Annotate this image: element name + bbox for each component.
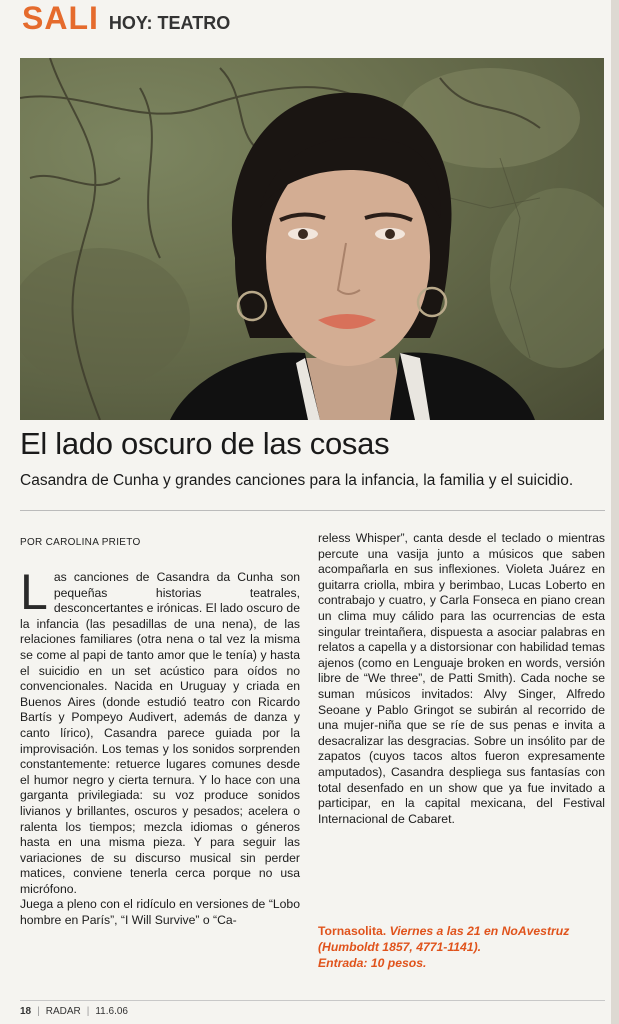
event-price: Entrada: 10 pesos. xyxy=(318,956,427,970)
byline: POR CAROLINA PRIETO xyxy=(20,537,141,548)
article-column-left xyxy=(20,564,300,929)
paragraph: reless Whisper”, canta desde el teclado o mientras percute una vasija junto a músicos que saben acompañarla en sus inflexiones. Violeta Juárez en guitarra criolla, mbira y berimbao, Lucas Loberto en contrabajo y cuatro, y Carla Fonseca en piano crean un clima muy cálido para las ocurrencias de esta singular treintañera, dispuesta a asociar palabras en relatos a capella y a distorsionar con habilidad temas ajenos (como en Lenguaje broken en words, versión libre de “We three”, de Patti Smith). Cada noche se suman músicos invitados: Alvy Singer, Alfredo Seoane y Pablo Gringot se subirán al recorrido de una mujer-niña que se ríe de sus penas e invita a desacralizar las desgracias. Sobre un insólito par de zapatos (cuyos tacos altos fueron expresamente amputados), Casandra despliega sus fantasías con total desenfado en un show que ya fue invitado a participar, en la capital mexicana, del Festival Internacional de Cabaret. xyxy=(318,531,605,826)
event-info xyxy=(318,923,605,971)
footer-divider xyxy=(20,1000,605,1001)
article-headline: El lado oscuro de las cosas xyxy=(20,426,390,461)
article-column-right xyxy=(318,531,605,827)
separator: | xyxy=(37,1006,40,1017)
issue-date: 11.6.06 xyxy=(95,1006,128,1017)
portrait-illustration xyxy=(20,58,604,420)
paragraph xyxy=(20,564,300,897)
event-when: Viernes a las 21 en NoAvestruz (Humboldt 1857, 4771-1141). xyxy=(318,924,570,954)
paragraph: Juega a pleno con el ridículo en versiones de “Lobo hombre en París”, “I Will Survive” o “Ca- xyxy=(20,897,300,928)
divider xyxy=(20,510,605,511)
page-number: 18 xyxy=(20,1006,32,1017)
separator: | xyxy=(86,1006,90,1017)
drop-cap: L xyxy=(20,564,48,620)
page-footer xyxy=(20,1006,128,1017)
section-name: SALI xyxy=(22,0,99,36)
article-deck: Casandra de Cunha y grandes canciones para la infancia, la familia y el suicidio. xyxy=(20,472,574,489)
paragraph-text: as canciones de Casandra da Cunha son pequeñas historias teatrales, desconcertantes e irónicas. El lado oscuro de la infancia (las pesadillas de una nena), de las relaciones familiares (otra nena o tal vez la misma se come al papi de tanto amor que le tenía) y hasta el suicidio en un set acústico para oídos no convencionales. Nacida en Uruguay y criada en Buenos Aires (donde estudió teatro con Ricardo Bartís y Pompeyo Audivert, además de danza y canto lírico), Casandra parece guiada por la improvisación. Los temas y los sonidos sorprenden constantemente: retuerce lugares comunes desde el humor negro y cierta ternura. Y lo hace con una garganta privilegiada: su voz produce sonidos livianos y brillantes, oscuros y pesados; acelera o ralenta los tiempos; mezcla idiomas o géneros hasta en una misma pieza. Y para seguir las variaciones de su discurso musical sin perder matices, conviene tenerla cerca porque no usa micrófono. xyxy=(20,570,300,896)
section-header xyxy=(22,0,230,40)
page-edge xyxy=(611,0,619,1024)
section-subtitle: HOY: TEATRO xyxy=(108,13,231,33)
article-photo xyxy=(20,58,604,420)
event-venue: Tornasolita. xyxy=(318,924,387,938)
publication-name: RADAR xyxy=(45,1006,81,1017)
